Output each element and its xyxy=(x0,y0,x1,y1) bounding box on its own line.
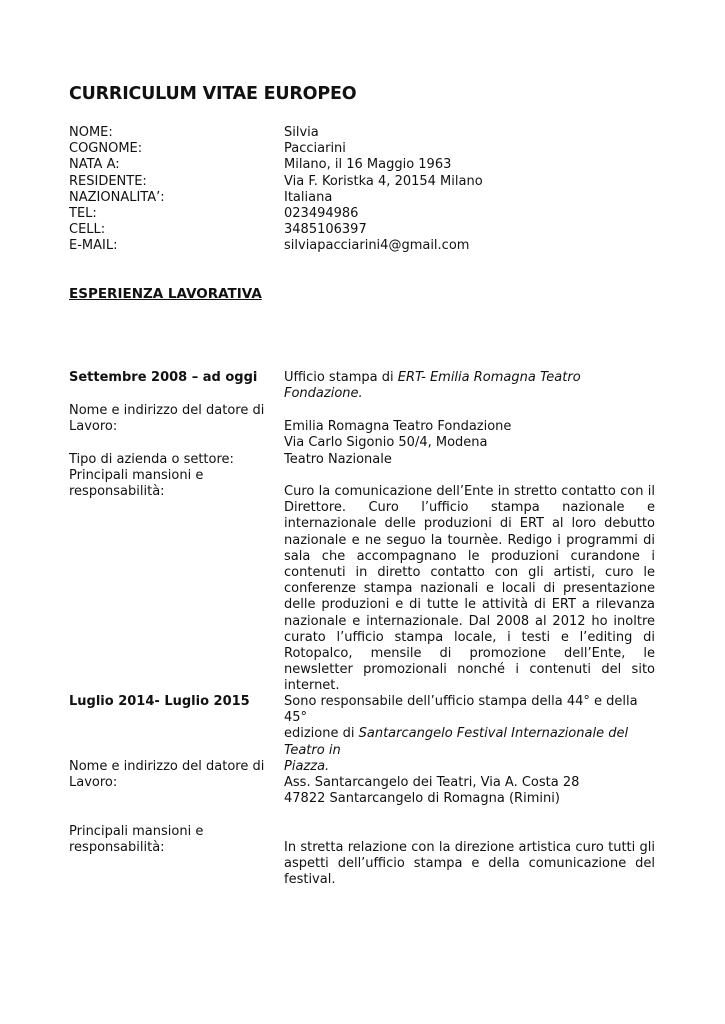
personal-row-residence xyxy=(69,174,669,190)
personal-label: TEL: xyxy=(69,205,97,221)
job2-period: Luglio 2014- Luglio 2015 xyxy=(69,694,250,709)
job2-duties-label xyxy=(69,824,279,856)
personal-row-email xyxy=(69,238,669,254)
employer-address: 47822 Santarcangelo di Romagna (Rimini) xyxy=(284,791,560,807)
personal-row-surname xyxy=(69,141,669,157)
job1-employer-label xyxy=(69,403,279,435)
label-line: Principali mansioni e xyxy=(69,824,204,839)
personal-label: NOME: xyxy=(69,125,113,140)
label-line: Principali mansioni e xyxy=(69,468,204,483)
job2-employer-label xyxy=(69,759,279,791)
personal-info xyxy=(69,125,669,255)
job2-role-prefix: edizione di xyxy=(284,726,359,742)
personal-label: NATA A: xyxy=(69,157,120,173)
personal-row-birth xyxy=(69,157,669,173)
personal-row-tel xyxy=(69,206,669,222)
personal-row-nationality xyxy=(69,190,669,206)
job1-employer xyxy=(284,419,655,451)
job1-role-prefix: Ufficio stampa di xyxy=(284,370,398,385)
personal-value: 023494986 xyxy=(284,205,359,221)
job2-role xyxy=(284,694,655,775)
personal-value: Milano, il 16 Maggio 1963 xyxy=(284,157,452,173)
job1-period: Settembre 2008 – ad oggi xyxy=(69,370,258,385)
job2-employer xyxy=(284,775,655,807)
label-line: Nome e indirizzo del datore di xyxy=(69,403,265,418)
job2-duties: In stretta relazione con la direzione artistica curo tutti gli aspetti dell’ufficio stampa e della comunicazione del festival. xyxy=(284,840,655,888)
email-link[interactable]: silviapacciarini4@gmail.com xyxy=(284,238,470,254)
personal-value: Italiana xyxy=(284,189,333,205)
job1-role xyxy=(284,370,655,402)
personal-label: COGNOME: xyxy=(69,141,143,157)
job1-sector-label: Tipo di azienda o settore: xyxy=(69,452,234,467)
personal-value: 3485106397 xyxy=(284,222,367,238)
job1-role-italic: ERT- Emilia Romagna Teatro Fondazione. xyxy=(284,370,581,402)
label-line: Lavoro: xyxy=(69,419,118,435)
label-line: responsabilità: xyxy=(69,484,165,500)
employer-address: Via Carlo Sigonio 50/4, Modena xyxy=(284,435,488,451)
document-title: CURRICULUM VITAE EUROPEO xyxy=(69,84,357,104)
personal-label: RESIDENTE: xyxy=(69,173,147,189)
job2-role-line1: Sono responsabile dell’ufficio stampa della 44° e della 45° xyxy=(284,694,638,726)
job2-role-italic: Santarcangelo Festival Internazionale del Teatro in xyxy=(284,726,629,758)
job1-duties: Curo la comunicazione dell’Ente in stretto contatto con il Direttore. Curo l’ufficio stampa nazionale e internazionale delle produzioni di ERT al loro debutto nazionale e ne seguo la tournèe. Redigo i programmi di sala che accompagnano le produzioni curandone i contenuti in diretto contatto con gli artisti, curo le conferenze stampa nazionali e locali di presentazione delle produzioni e di tutte le attività di ERT a rilevanza nazionale e internazionale. Dal 2008 al 2012 ho inoltre curato l’ufficio stampa locale, i testi e l’editing di Rotopalco, mensile di promozione dell’Ente, le newsletter promozionali nonché i contenuti del sito internet. xyxy=(284,484,655,694)
label-line: responsabilità: xyxy=(69,840,165,856)
personal-row-name xyxy=(69,125,669,141)
section-title: ESPERIENZA LAVORATIVA xyxy=(69,286,262,302)
personal-value: Via F. Koristka 4, 20154 Milano xyxy=(284,173,483,189)
employer-name: Emilia Romagna Teatro Fondazione xyxy=(284,419,512,434)
job1-duties-label xyxy=(69,468,279,500)
personal-value: Pacciarini xyxy=(284,141,346,157)
job1-sector-value: Teatro Nazionale xyxy=(284,452,392,467)
label-line: Lavoro: xyxy=(69,775,118,791)
employer-name: Ass. Santarcangelo dei Teatri, Via A. Costa 28 xyxy=(284,775,580,790)
personal-value: Silvia xyxy=(284,125,319,140)
label-line: Nome e indirizzo del datore di xyxy=(69,759,265,774)
personal-row-cell xyxy=(69,222,669,238)
personal-label: CELL: xyxy=(69,222,106,238)
job2-role-line3: Piazza. xyxy=(284,758,330,774)
personal-label: E-MAIL: xyxy=(69,238,118,254)
personal-label: NAZIONALITA’: xyxy=(69,189,165,205)
